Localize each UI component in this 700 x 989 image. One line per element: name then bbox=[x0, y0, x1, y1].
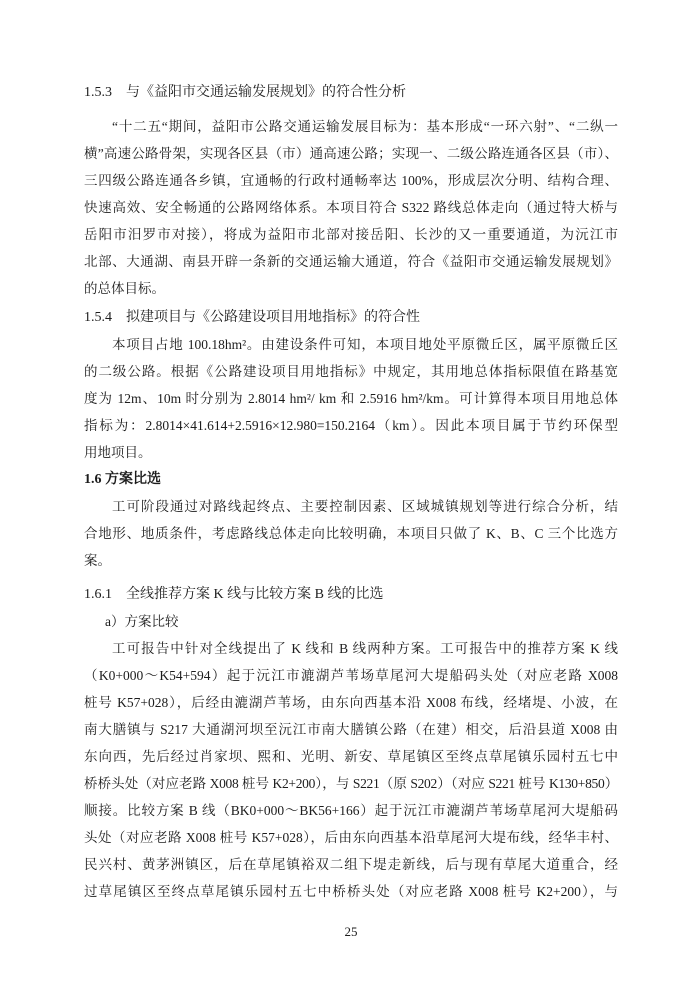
section-heading-1-6: 1.6 方案比选 bbox=[84, 472, 161, 487]
paragraph-line: 岳阳市汨罗市对接），将成为益阳市北部对接岳阳、长沙的又一重要通道，为沅江市 bbox=[84, 227, 618, 242]
paragraph-line: 过草尾镇区至终点草尾镇乐园村五七中桥桥头处（对应老路 X008 桩号 K2+200），与 bbox=[84, 884, 618, 899]
paragraph-line: 桩号 K57+028），后经由漉湖芦苇场，由东向西基本沿 X008 布线，经堵堤、小波，在 bbox=[84, 695, 618, 710]
paragraph-line: 的二级公路。根据《公路建设项目用地指标》中规定，其用地总体指标限值在路基宽 bbox=[84, 364, 618, 379]
paragraph-line: 横”高速公路骨架，实现各区县（市）通高速公路；实现一、二级公路连通各区县（市）、 bbox=[84, 146, 618, 161]
paragraph-line: 桥桥头处（对应老路 X008 桩号 K2+200），与 S221（原 S202）（对应 S221 桩号 K130+850） bbox=[84, 776, 618, 791]
paragraph-line: 顺接。比较方案 B 线（BK0+000～BK56+166）起于沅江市漉湖芦苇场草尾河大堤船码 bbox=[84, 803, 618, 818]
paragraph-line: 三四级公路连通各乡镇，宜通畅的行政村通畅率达 100%，形成层次分明、结构合理、 bbox=[84, 173, 618, 188]
paragraph-line: 东向西，先后经过肖家坝、熙和、光明、新安、草尾镇区至终点草尾镇乐园村五七中 bbox=[84, 749, 618, 764]
paragraph-line: 南大膳镇与 S217 大通湖河坝至沅江市南大膳镇公路（在建）相交，后沿县道 X008 由 bbox=[84, 722, 618, 737]
paragraph-line: 本项目占地 100.18hm²。由建设条件可知，本项目地处平原微丘区，属平原微丘区 bbox=[112, 337, 618, 352]
paragraph-line: 工可阶段通过对路线起终点、主要控制因素、区域城镇规划等进行综合分析，结 bbox=[112, 499, 618, 514]
page-content bbox=[84, 79, 618, 945]
page-number: 25 bbox=[344, 924, 358, 939]
list-item-a-label: a）方案比较 bbox=[105, 614, 179, 629]
paragraph-line: 案。 bbox=[84, 553, 111, 568]
section-heading-1-5-4: 1.5.4 拟建项目与《公路建设项目用地指标》的符合性 bbox=[84, 310, 420, 325]
paragraph-line: 快速高效、安全畅通的公路网络体系。本项目符合 S322 路线总体走向（通过特大桥与 bbox=[84, 200, 618, 215]
paragraph-line: 合地形、地质条件，考虑路线总体走向比较明确，本项目只做了 K、B、C 三个比选方 bbox=[84, 526, 618, 541]
paragraph-line: （K0+000～K54+594）起于沅江市漉湖芦苇场草尾河大堤船码头处（对应老路 X008 bbox=[84, 668, 618, 683]
paragraph-line: “十二五“期间，益阳市公路交通运输发展目标为：基本形成“一环六射”、“二纵一 bbox=[112, 119, 618, 134]
section-heading-1-5-3: 1.5.3 与《益阳市交通运输发展规划》的符合性分析 bbox=[84, 85, 406, 100]
paragraph-line: 工可报告中针对全线提出了 K 线和 B 线两种方案。工可报告中的推荐方案 K 线 bbox=[112, 641, 618, 656]
paragraph-line: 用地项目。 bbox=[84, 445, 152, 460]
paragraph-line: 北部、大通湖、南县开辟一条新的交通运输大通道，符合《益阳市交通运输发展规划》 bbox=[84, 254, 618, 269]
paragraph-line: 指标为：2.8014×41.614+2.5916×12.980=150.2164（km）。因此本项目属于节约环保型 bbox=[84, 418, 618, 433]
paragraph-line: 度为 12m、10m 时分别为 2.8014 hm²/ km 和 2.5916 hm²/km。可计算得本项目用地总体 bbox=[84, 391, 618, 406]
paragraph-line: 民兴村、黄茅洲镇区，后在草尾镇裕双二组下堤走新线，后与现有草尾大道重合，经 bbox=[84, 857, 618, 872]
paragraph-line: 头处（对应老路 X008 桩号 K57+028），后由东向西基本沿草尾河大堤布线，经华丰村、 bbox=[84, 830, 618, 845]
paragraph-line: 的总体目标。 bbox=[84, 281, 165, 296]
section-heading-1-6-1: 1.6.1 全线推荐方案 K 线与比较方案 B 线的比选 bbox=[84, 587, 384, 602]
